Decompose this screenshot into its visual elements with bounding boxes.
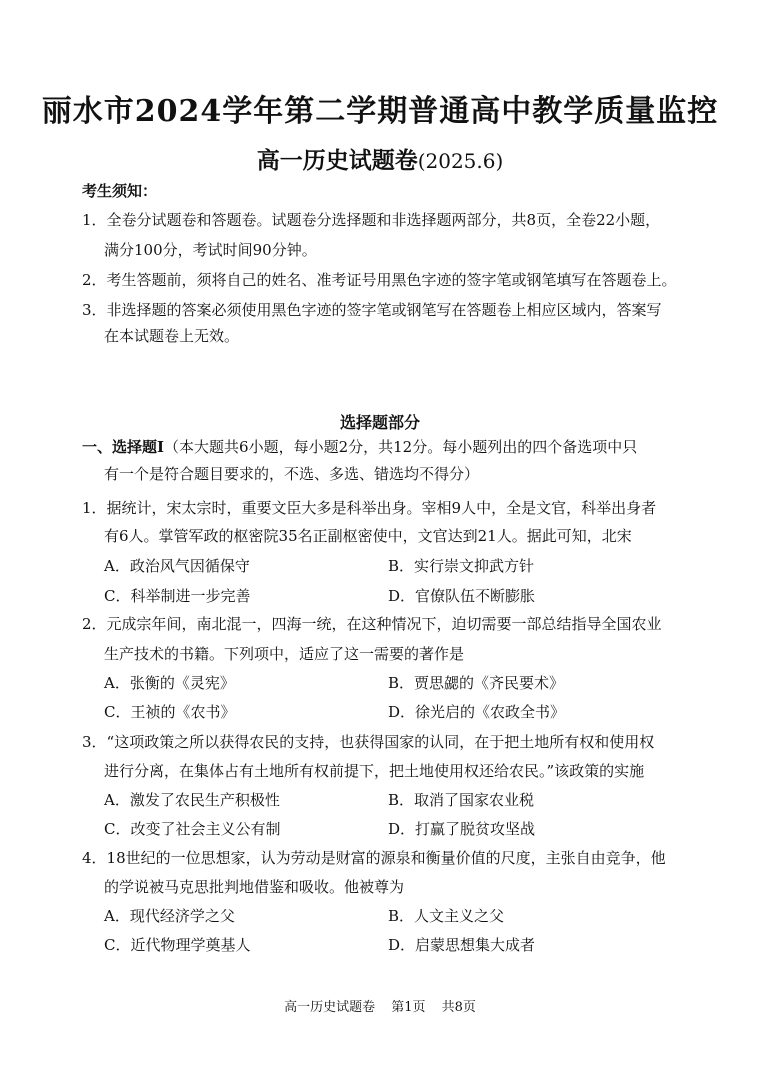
part-desc-line-1: （本大题共6小题，每小题2分，共12分。每小题列出的四个备选项中只 xyxy=(164,438,638,456)
q3-stem-line-1: 3．“这项政策之所以获得农民的支持，也获得国家的认同，在于把土地所有权和使用权 xyxy=(82,733,655,751)
q2-stem-line-1: 2．元成宗年间，南北混一，四海一统，在这种情况下，迫切需要一部总结指导全国农业 xyxy=(82,615,662,633)
q4-option-d[interactable]: D．启蒙思想集大成者 xyxy=(388,936,536,954)
q2-option-b[interactable]: B．贾思勰的《齐民要术》 xyxy=(388,674,565,692)
q1-option-d[interactable]: D．官僚队伍不断膨胀 xyxy=(388,587,536,605)
part-header xyxy=(82,437,637,457)
q3-stem-line-2: 进行分离，在集体占有土地所有权前提下，把土地使用权还给农民。”该政策的实施 xyxy=(104,762,645,780)
q1-option-a[interactable]: A．政治风气因循保守 xyxy=(104,557,250,575)
footer-doc-name: 高一历史试题卷 xyxy=(284,1000,376,1015)
notice-item-1-line-2: 满分100分，考试时间90分钟。 xyxy=(104,241,317,259)
q4-option-b[interactable]: B．人文主义之父 xyxy=(388,907,505,925)
q1-stem-line-1: 1．据统计，宋太宗时，重要文臣大多是科举出身。宰相9人中，全是文官，科举出身者 xyxy=(82,499,657,517)
notice-item-3-line-2: 在本试题卷上无效。 xyxy=(104,327,240,345)
q4-option-a[interactable]: A．现代经济学之父 xyxy=(104,907,235,925)
q1-option-c[interactable]: C．科举制进一步完善 xyxy=(104,587,251,605)
q1-option-b[interactable]: B．实行崇文抑武方针 xyxy=(388,557,535,575)
footer-total-pages: 共8页 xyxy=(441,1000,476,1015)
q1-stem-line-2: 有6人。掌管军政的枢密院35名正副枢密使中，文官达到21人。据此可知，北宋 xyxy=(104,527,632,545)
page-subtitle xyxy=(0,142,760,175)
notice-item-1-line-1: 1．全卷分试题卷和答题卷。试题卷分选择题和非选择题两部分，共8页，全卷22小题， xyxy=(82,211,661,229)
q4-stem-line-2: 的学说被马克思批判地借鉴和吸收。他被尊为 xyxy=(104,878,405,896)
q3-option-a[interactable]: A．激发了农民生产积极性 xyxy=(104,791,280,809)
q4-option-c[interactable]: C．近代物理学奠基人 xyxy=(104,936,251,954)
section-title: 选择题部分 xyxy=(339,413,420,432)
page-footer xyxy=(0,996,760,1015)
subtitle-date: (2025.6) xyxy=(417,149,504,173)
q3-option-d[interactable]: D．打赢了脱贫攻坚战 xyxy=(388,820,536,838)
notice-item-3-line-1: 3．非选择题的答案必须使用黑色字迹的签字笔或钢笔写在答题卷上相应区域内，答案写 xyxy=(82,301,662,319)
q2-option-a[interactable]: A．张衡的《灵宪》 xyxy=(104,674,235,692)
q3-option-b[interactable]: B．取消了国家农业税 xyxy=(388,791,535,809)
q2-option-d[interactable]: D．徐光启的《农政全书》 xyxy=(388,703,566,721)
q2-stem-line-2: 生产技术的书籍。下列项中，适应了这一需要的著作是 xyxy=(104,645,465,663)
notice-item-2-line-1: 2．考生答题前，须将自己的姓名、准考证号用黑色字迹的签字笔或钢笔填写在答题卷上。 xyxy=(82,271,677,289)
q4-stem-line-1: 4．18世纪的一位思想家，认为劳动是财富的源泉和衡量价值的尺度，主张自由竞争，他 xyxy=(82,849,666,867)
page-title: 丽水市2024学年第二学期普通高中教学质量监控 xyxy=(41,94,719,129)
q3-option-c[interactable]: C．改变了社会主义公有制 xyxy=(104,820,281,838)
part-label: 一、选择题Ⅰ xyxy=(82,438,165,456)
notice-heading: 考生须知： xyxy=(82,182,158,200)
q2-option-c[interactable]: C．王祯的《农书》 xyxy=(104,703,236,721)
subtitle-main: 高一历史试题卷 xyxy=(256,147,418,174)
footer-page-number: 第1页 xyxy=(391,1000,426,1015)
part-desc-line-2: 有一个是符合题目要求的，不选、多选、错选均不得分） xyxy=(104,465,480,483)
